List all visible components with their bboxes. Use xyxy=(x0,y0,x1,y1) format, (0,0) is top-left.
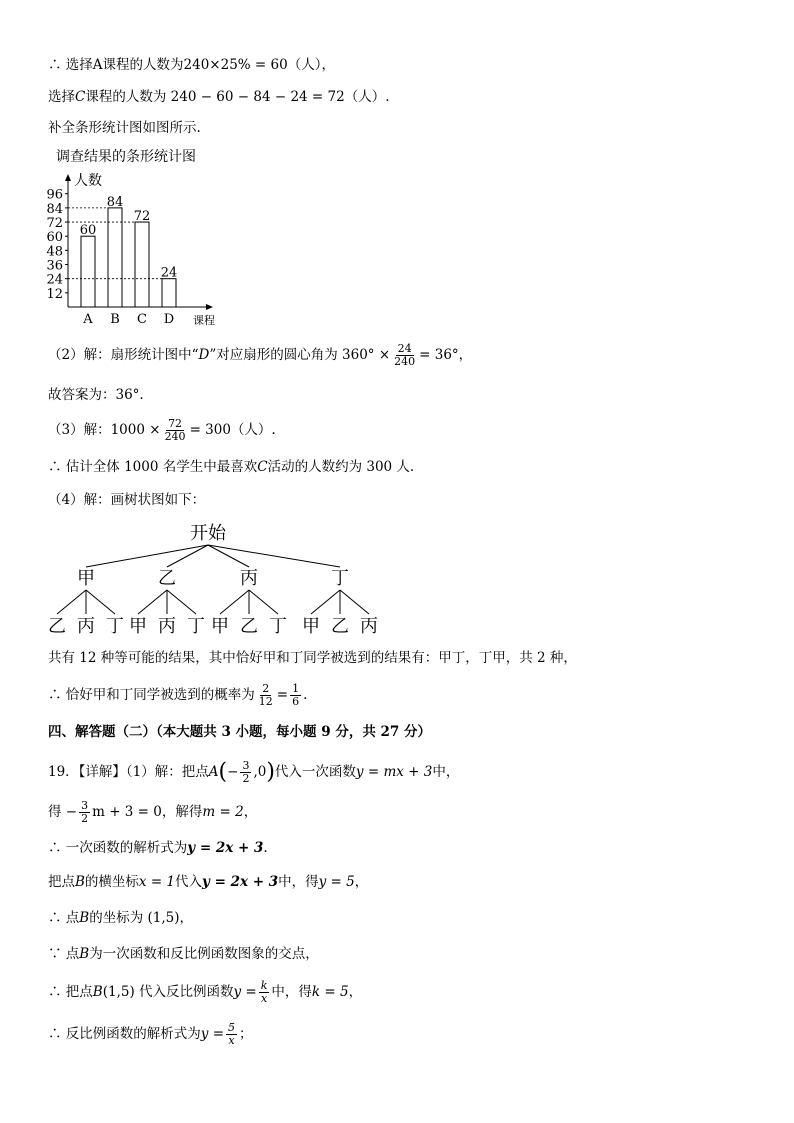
tree-level2-label: 乙 xyxy=(240,616,258,637)
tree-edge-l1-1-0 xyxy=(138,590,167,614)
bar-B xyxy=(108,208,122,307)
tree-level2-label: 丙 xyxy=(360,616,378,637)
tree-edge-l1-0-0 xyxy=(57,590,86,614)
x-axis-label: 课程 xyxy=(193,314,215,327)
q3-fraction: $\frac{72}{240}$ xyxy=(164,417,186,443)
y-tick-label: 24 xyxy=(46,272,63,288)
line-b-coord: ∴ 点B的坐标为 (1,5)， xyxy=(48,910,194,926)
bar-D xyxy=(162,279,176,307)
tree-level1-label: 丁 xyxy=(331,568,349,589)
line-q3: （3）解：1000 × $\frac{72}{240}$ = 300（人）. xyxy=(48,417,276,443)
bar-value-label-C: 72 xyxy=(133,209,151,225)
line-inverse-expr: ∴ 反比例函数的解析式为y = $\frac{5}{x}$ ； xyxy=(48,1021,253,1047)
chart-title: 调查结果的条形统计图 xyxy=(56,149,196,165)
line-linear-expr: ∴ 一次函数的解析式为y = 2x + 3. xyxy=(48,840,268,856)
y-tick-label: 36 xyxy=(46,258,63,274)
section-heading: 四、解答题（二）（本大题共 3 小题，每小题 9 分，共 27 分） xyxy=(48,724,432,740)
line-q2: （2）解：扇形统计图中“D”对应扇形的圆心角为 360° × $\frac{24}{240}$ = 36°， xyxy=(48,342,473,368)
tree-level1-label: 丙 xyxy=(240,568,258,589)
tree-level1-label: 甲 xyxy=(77,568,95,589)
tree-level2-label: 丙 xyxy=(77,616,95,637)
line-q4: （4）解：画树状图如下： xyxy=(48,492,206,508)
bar-value-label-A: 60 xyxy=(79,223,97,239)
tree-edge-l1-3-0 xyxy=(311,590,340,614)
x-tick-label-D: D xyxy=(163,312,175,327)
line-sub-b: ∴ 把点B(1,5) 代入反比例函数y = $\frac{k}{x}$ 中，得k = 5， xyxy=(48,979,363,1005)
tree-root-label: 开始 xyxy=(190,523,226,544)
x-tick-label-C: C xyxy=(137,312,147,327)
tree-level2-label: 丁 xyxy=(106,616,124,637)
tree-level2-label: 甲 xyxy=(129,616,147,637)
tree-level2-label: 甲 xyxy=(211,616,229,637)
tree-edge-l1-2-0 xyxy=(220,590,249,614)
line-b-x: 把点B的横坐标x = 1代入y = 2x + 3中，得y = 5， xyxy=(48,874,369,890)
line-solve-m: 得 − $\frac{3}{2}$ m + 3 = 0，解得m = 2， xyxy=(48,799,258,825)
tree-edge-l1-3-2 xyxy=(340,590,369,614)
line-b-intersect: ∵ 点B为一次函数和反比例函数图象的交点， xyxy=(48,946,319,962)
bar-value-label-D: 24 xyxy=(160,265,178,281)
five-over-x-fraction: $\frac{5}{x}$ xyxy=(228,1021,236,1047)
y-axis-label: 人数 xyxy=(74,173,102,189)
y-tick-label: 96 xyxy=(46,187,63,203)
tree-diagram xyxy=(40,515,400,640)
y-tick-label: 12 xyxy=(46,286,63,302)
y-tick-label: 60 xyxy=(46,230,63,246)
bar-A xyxy=(81,236,95,307)
tree-edge-l1-2-2 xyxy=(249,590,278,614)
tree-level2-label: 丙 xyxy=(158,616,176,637)
bar-chart xyxy=(40,143,240,331)
line-estimate: ∴ 估计全体 1000 名学生中最喜欢C活动的人数约为 300 人. xyxy=(48,459,415,475)
tree-level2-label: 丁 xyxy=(187,616,205,637)
y-tick-label: 72 xyxy=(46,216,63,232)
line-p19-intro: 19．【详解】（1）解：把点A(− $\frac{3}{2}$ ,0)代入一次函数y = mx + 3中， xyxy=(48,759,460,785)
y-tick-label: 84 xyxy=(46,201,63,217)
bar-value-label-B: 84 xyxy=(106,194,124,210)
line-results: 共有 12 种等可能的结果，其中恰好甲和丁同学被选到的结果有：甲丁，丁甲，共 2 种， xyxy=(48,650,577,666)
tree-level2-label: 丁 xyxy=(269,616,287,637)
p19-fraction: $\frac{3}{2}$ xyxy=(242,759,250,785)
x-tick-label-B: B xyxy=(110,312,120,327)
line-c-count: 选择C课程的人数为 240 − 60 − 84 − 24 = 72（人）. xyxy=(48,89,390,105)
tree-edge-l1-0-2 xyxy=(86,590,115,614)
prob-fraction-2: $\frac{1}{6}$ xyxy=(292,682,300,708)
tree-level2-label: 乙 xyxy=(48,616,66,637)
tree-edge-root-0 xyxy=(86,545,208,567)
line-complete-chart: 补全条形统计图如图所示. xyxy=(48,120,201,136)
bar-C xyxy=(135,222,149,307)
y-tick-label: 48 xyxy=(46,244,63,260)
line-a-count: ∴ 选择A课程的人数为240×25% = 60（人）， xyxy=(48,57,335,73)
line-probability: ∴ 恰好甲和丁同学被选到的概率为 $\frac{2}{12}$ = $\frac{1}{6}$ . xyxy=(48,682,308,708)
tree-level2-label: 乙 xyxy=(331,616,349,637)
tree-level2-label: 甲 xyxy=(302,616,320,637)
prob-fraction-1: $\frac{2}{12}$ xyxy=(258,682,273,708)
line-answer: 故答案为：36°. xyxy=(48,387,144,403)
q2-fraction: $\frac{24}{240}$ xyxy=(394,342,416,368)
solve-fraction: $\frac{3}{2}$ xyxy=(81,799,89,825)
k-over-x-fraction: $\frac{k}{x}$ xyxy=(260,979,268,1005)
tree-edge-l1-1-2 xyxy=(167,590,196,614)
tree-level1-label: 乙 xyxy=(158,568,176,589)
x-tick-label-A: A xyxy=(83,312,93,327)
